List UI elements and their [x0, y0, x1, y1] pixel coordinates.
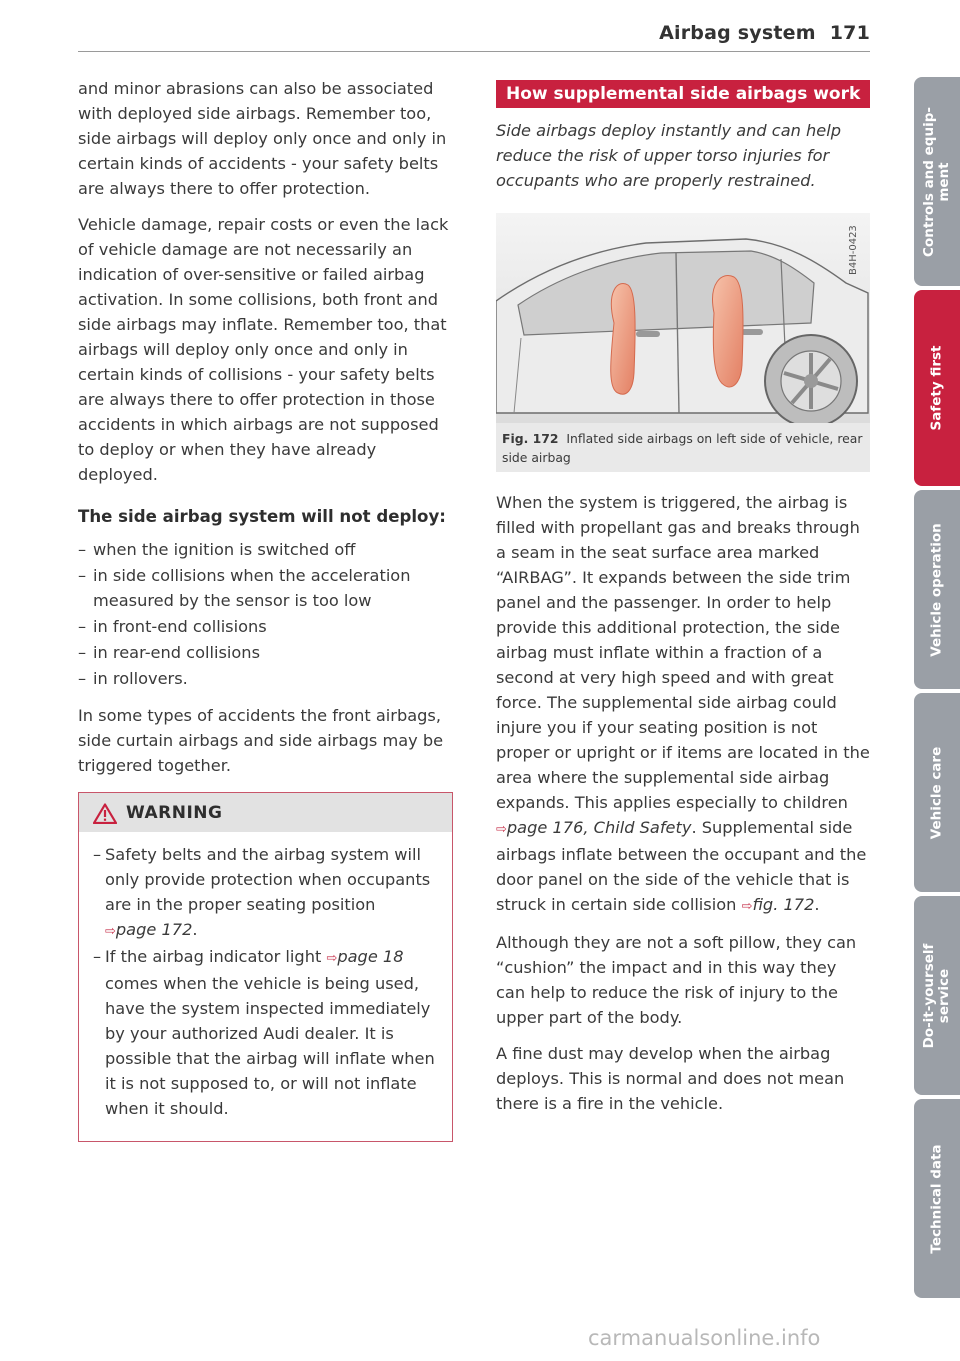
figure-reference-link[interactable]: ⇨fig. 172 — [741, 895, 815, 914]
watermark: carmanualsonline.info — [588, 1326, 821, 1350]
subheading: The side airbag system will not deploy: — [78, 507, 446, 526]
intro-text: Side airbags deploy instantly and can help reduce the risk of upper torso injuries for occupants who are properly restrained. — [496, 121, 842, 190]
section-heading-bar: How supplemental side airbags work — [496, 80, 870, 108]
not-deploy-list — [78, 537, 453, 691]
warning-header — [79, 793, 452, 832]
page-reference-link[interactable]: ⇨page 176, Child Safety — [496, 818, 692, 837]
tab-safety-first[interactable]: Safety first — [914, 290, 960, 486]
paragraph: and minor abrasions can also be associated with deployed side airbags. Remember too, side airbags will deploy only once and only in certain kinds of accidents - your safety belts are always there to offer protection. — [78, 79, 447, 198]
arrow-right-icon: ⇨ — [496, 822, 507, 837]
paragraph: In some types of accidents the front airbags, side curtain airbags and side airbags may be triggered together. — [78, 706, 444, 775]
warning-box — [78, 792, 453, 1142]
figure-caption: Fig. 172 Inflated side airbags on left side of vehicle, rear side airbag — [502, 431, 863, 465]
tab-vehicle-care[interactable]: Vehicle care — [914, 693, 960, 892]
arrow-right-icon: ⇨ — [105, 924, 116, 939]
tab-vehicle-operation[interactable]: Vehicle operation — [914, 490, 960, 689]
tab-controls-and-equipment[interactable]: Controls and equip- ment — [914, 77, 960, 286]
figure-code: B4H-0423 — [848, 225, 859, 275]
car-side-airbag-illustration — [496, 213, 870, 423]
list-item: – in rollovers. — [78, 666, 453, 691]
list-item: – in side collisions when the acceleration measured by the sensor is too low — [78, 563, 453, 613]
list-item: – in front-end collisions — [78, 614, 453, 639]
arrow-right-icon: ⇨ — [741, 899, 753, 914]
figure-label: Fig. 172 — [502, 431, 559, 446]
warning-item: – Safety belts and the airbag system will only provide protection when occupants are in the proper seating position ⇨page 172. — [93, 842, 438, 944]
list-item: – in rear-end collisions — [78, 640, 453, 665]
list-item: – when the ignition is switched off — [78, 537, 453, 562]
paragraph: When the system is triggered, the airbag is filled with propellant gas and breaks through a seam in the seat surface area marked “AIRBAG”. It expands between the side trim panel and the passenger. In order to help provide this additional protection, the side airbag must inflate within a fraction of a second at very high speed and with great force. The supplemental side airbag could injure you if your seating position is not proper or upright or if items are located in the area where the supplemental side airbag expands. This applies especially to children ⇨page 176, Child Safety. Supplemental side airbags inflate between the occupant and the door panel on the side of the vehicle that is struck in certain side collision ⇨fig. 172. — [496, 493, 870, 914]
left-column — [78, 76, 453, 1142]
page-number: 171 — [829, 22, 870, 44]
running-head — [659, 22, 870, 44]
paragraph: A fine dust may develop when the airbag deploys. This is normal and does not mean there is a fire in the vehicle. — [496, 1044, 845, 1113]
tab-technical-data[interactable]: Technical data — [914, 1099, 960, 1298]
page-reference-link[interactable]: ⇨page 172 — [105, 920, 193, 939]
header-rule — [78, 51, 870, 52]
warning-title: WARNING — [126, 802, 223, 823]
warning-body — [79, 832, 452, 1141]
section-title: Airbag system — [659, 22, 816, 44]
paragraph: Although they are not a soft pillow, they can “cushion” the impact and in this way they can help to reduce the risk of injury to the upper part of the body. — [496, 933, 857, 1027]
paragraph: Vehicle damage, repair costs or even the lack of vehicle damage are not necessarily an indication of over-sensitive or failed airbag activation. In some collisions, both front and side airbags may inflate. Remember too, that airbags will deploy only once and only in certain kinds of collisions - your safety belts are always there to offer protection in those accidents in which airbags are not supposed to deploy or when they have already deployed. — [78, 215, 449, 484]
figure — [496, 213, 870, 472]
arrow-right-icon: ⇨ — [326, 951, 338, 966]
tab-do-it-yourself-service[interactable]: Do-it-yourself service — [914, 896, 960, 1095]
warning-triangle-icon — [93, 803, 117, 824]
warning-item: – If the airbag indicator light ⇨page 18 comes when the vehicle is being used, have the system inspected immediately by your authorized Audi dealer. It is possible that the airbag will inflate when it is not supposed to, or will not inflate when it should. — [93, 944, 438, 1121]
page-reference-link[interactable]: ⇨page 18 — [326, 947, 404, 966]
right-column — [496, 80, 870, 1127]
